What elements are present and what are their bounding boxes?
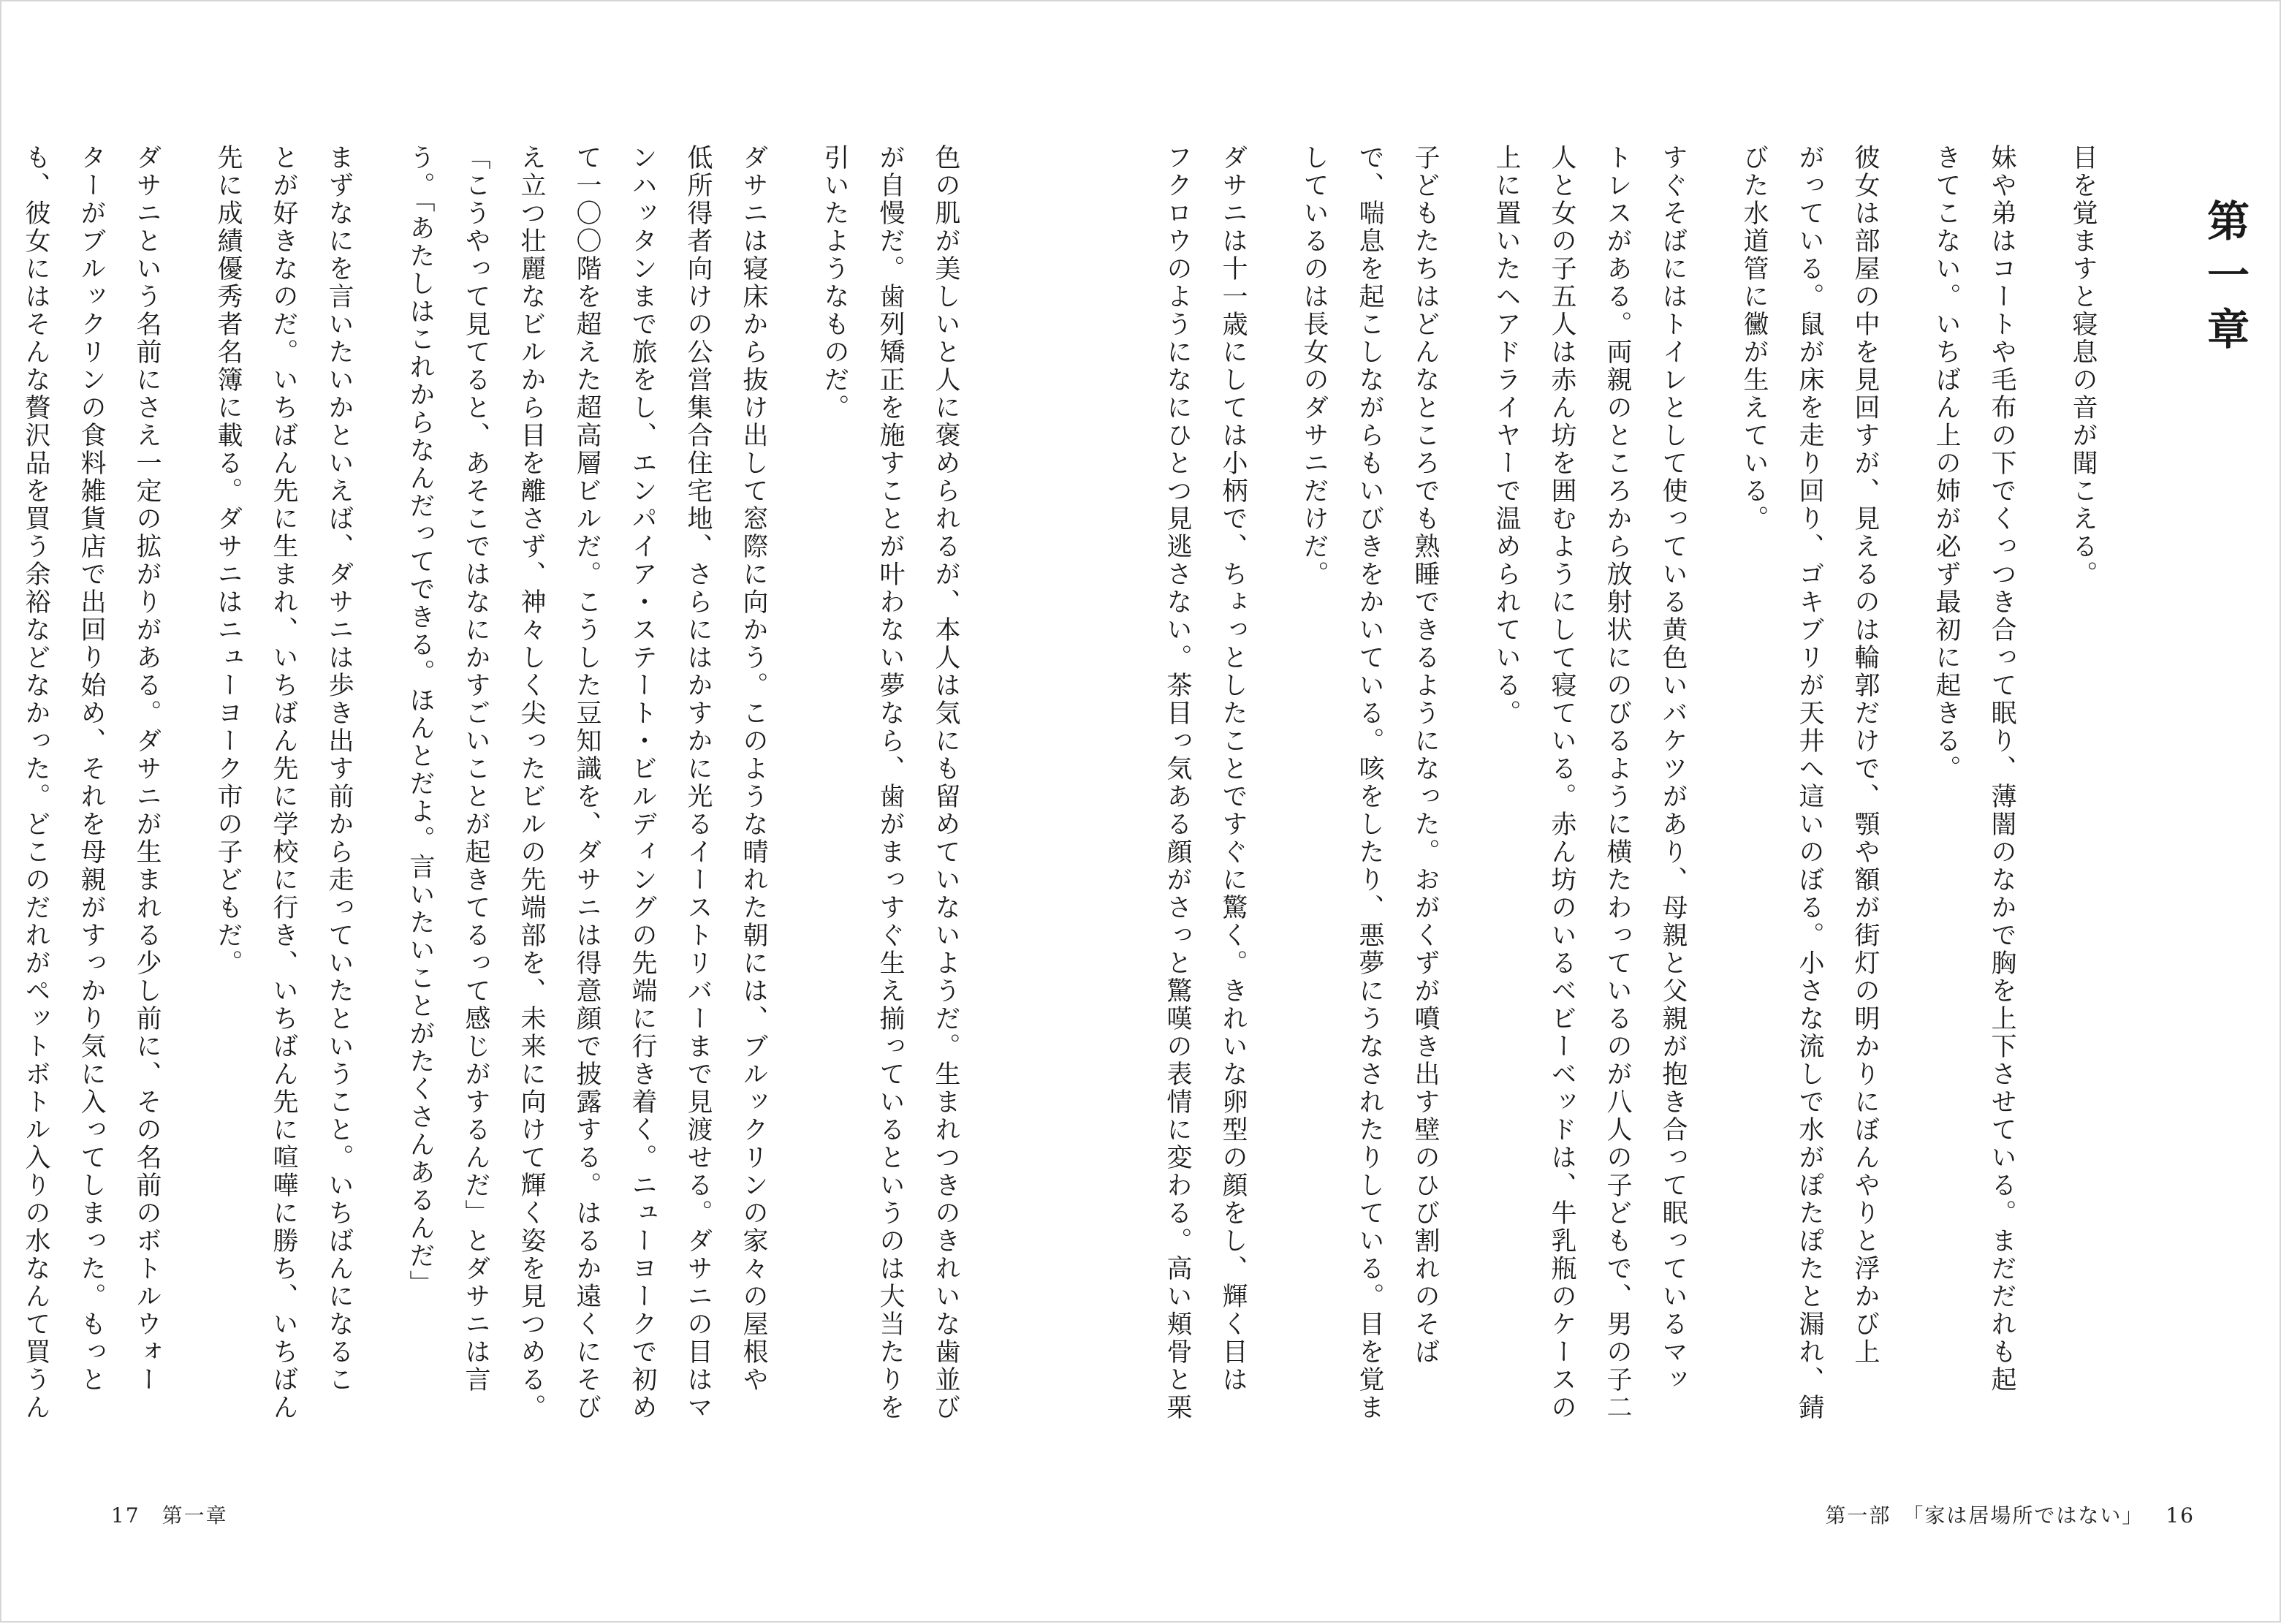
text-line: 上に置いたヘアドライヤーで温められている。 [1492,144,1521,727]
body-text-left [0,144,973,1460]
text-line [0,144,8,1460]
text-line: 「こうやって見てると、あそこではなにかすごいことが起きてるって感じがするんだ」とダサニは言 [461,144,490,1394]
page-16 [1142,1,2281,1624]
running-head: 第一部 「家は居場所ではない」 [1825,1503,2144,1528]
text-line: とが好きなのだ。いちばん先に生まれ、いちばん先に学校に行き、いちばん先に喧嘩に勝ち、いちばん [269,144,298,1422]
text-line: ダサニは寝床から抜け出して窓際に向かう。このような晴れた朝には、ブルックリンの家々の屋根や [739,144,768,1394]
folio-left [111,1500,228,1529]
text-line: 目を覚ますと寝息の音が聞こえる。 [2068,144,2098,588]
text-line: ダサニは十一歳にしては小柄で、ちょっとしたことですぐに驚く。きれいな卵型の顔をし、輝く目は [1218,144,1248,1394]
text-line: う。「あたしはこれからなんだってできる。ほんとだよ。言いたいことがたくさんあるんだ」 [406,144,435,1298]
text-line: 引いたようなものだ。 [820,144,849,422]
text-line: まずなにを言いたいかといえば、ダサニは歩き出す前から走っていたということ。いちばんになるこ [324,144,354,1394]
text-line: て一〇〇階を超えた超高層ビルだ。こうした豆知識を、ダサニは得意顔で披露する。はるか遠くにそび [572,144,601,1422]
text-line: がっている。鼠が床を走り回り、ゴキブリが天井へ這いのぼる。小さな流しで水がぽたぽたと漏れ、錆 [1795,144,1824,1422]
text-line: も、彼女にはそんな贅沢品を買う余裕などなかった。どこのだれがペットボトル入りの水なんて買うん [21,144,50,1422]
text-line: ターがブルックリンの食料雑貨店で出回り始め、それを母親がすっかり気に入ってしまった。もっと [77,144,106,1394]
running-head: 第一章 [162,1503,228,1528]
text-line: が自慢だ。歯列矯正を施すことが叶わない夢なら、歯がまっすぐ生え揃っているというのは大当たりを [876,144,905,1422]
page-17 [1,1,1142,1624]
text-line: 彼女は部屋の中を見回すが、見えるのは輪郭だけで、顎や額が街灯の明かりにぼんやりと浮かび上 [1851,144,1880,1366]
text-line: フクロウのようになにひとつ見逃さない。茶目っ気ある顔がさっと驚嘆の表情に変わる。高い頬骨と栗 [1163,144,1192,1422]
folio-right [1825,1500,2195,1529]
text-line: ダサニという名前にさえ一定の拡がりがある。ダサニが生まれる少し前に、その名前のボトルウォー [132,144,162,1394]
text-line: 人と女の子五人は赤ん坊を囲むようにして寝ている。赤ん坊のいるベビーベッドは、牛乳瓶のケースの [1547,144,1576,1422]
text-line: トレスがある。両親のところから放射状にのびるように横たわっているのが八人の子どもで、男の子二 [1603,144,1632,1422]
text-line: で、喘息を起こしながらもいびきをかいている。咳をしたり、悪夢にうなされたりしている。目を覚ま [1355,144,1384,1422]
text-line: え立つ壮麗なビルから目を離さず、神々しく尖ったビルの先端部を、未来に向けて輝く姿を見つめる。 [517,144,546,1422]
text-line: しているのは長女のダサニだけだ。 [1299,144,1329,588]
text-line: 色の肌が美しいと人に褒められるが、本人は気にも留めていないようだ。生まれつきのきれいな歯並び [931,144,960,1422]
chapter-heading: 第一章 [2200,199,2250,361]
text-line: きてこない。いちばん上の姉が必ず最初に起きる。 [1932,144,1961,783]
page-number: 16 [2166,1503,2195,1528]
text-line: すぐそばにはトイレとして使っている黄色いバケツがあり、母親と父親が抱き合って眠っているマッ [1658,144,1688,1394]
text-line: 子どもたちはどんなところでも熟睡できるようになった。おがくずが噴き出す壁のひび割れのそば [1411,144,1440,1366]
page-number: 17 [111,1503,140,1528]
text-line: 先に成績優秀者名簿に載る。ダサニはニューヨーク市の子どもだ。 [213,144,243,977]
text-line: 低所得者向けの公営集合住宅地、さらにはかすかに光るイーストリバーまで見渡せる。ダサニの目はマ [683,144,713,1422]
text-line: びた水道管に黴が生えている。 [1739,144,1769,533]
body-text-right [1150,144,2136,1460]
text-line: ンハッタンまで旅をし、エンパイア・ステート・ビルディングの先端に行き着く。ニューヨークで初め [628,144,657,1422]
text-line: 妹や弟はコートや毛布の下でくっつき合って眠り、薄闇のなかで胸を上下させている。まだだれも起 [1987,144,2016,1394]
